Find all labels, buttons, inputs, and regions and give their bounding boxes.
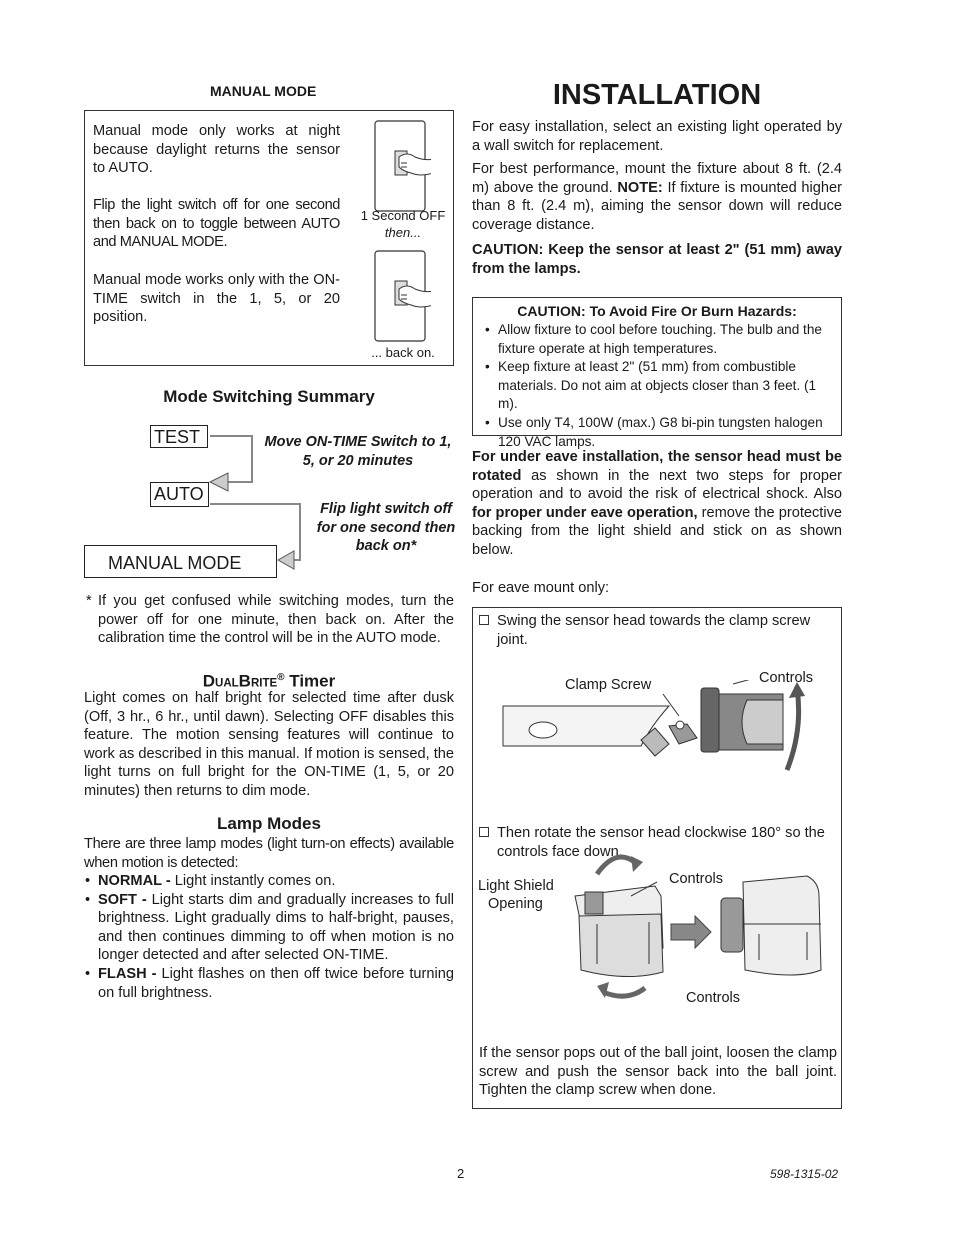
manual-mode-text-3: Manual mode works only with the ON-TIME switch in the 1, 5, or 20 position.: [93, 272, 340, 326]
lamp-modes-heading: Lamp Modes: [217, 814, 321, 833]
manual-mode-heading: MANUAL MODE: [210, 83, 317, 99]
mode-switching-summary-heading: Mode Switching Summary: [163, 387, 375, 406]
dualbrite-description: Light comes on half bright for selected time after dusk (Off, 3 hr., 6 hr., until dawn). Selecting OFF disables this feature. The motion sensing features will continue to work as described in this manual. If motion is sensed, the light turns on full bright for the ON-TIME (1, 5, or 20 minutes) then returns to dim mode.: [84, 690, 454, 799]
page-number: 2: [457, 1166, 465, 1181]
step-2: Then rotate the sensor head clockwise 180° so the controls face down.: [479, 824, 839, 861]
controls-label-3: Controls: [686, 990, 740, 1006]
manual-mode-box: [84, 110, 454, 366]
caution-box-heading: CAUTION: To Avoid Fire Or Burn Hazards:: [517, 303, 797, 319]
list-item: • FLASH - Light flashes on then off twice before turning on full brightness.: [84, 965, 454, 1002]
list-item: • Use only T4, 100W (max.) G8 bi-pin tungsten halogen 120 VAC lamps.: [484, 414, 836, 451]
light-shield-label-2: Opening: [488, 896, 543, 912]
document-code: 598-1315-02: [770, 1167, 839, 1181]
ball-joint-instructions: If the sensor pops out of the ball joint, loosen the clamp screw and push the sensor back into the ball joint. Tighten the clamp screw when done.: [479, 1045, 837, 1099]
controls-label-1: Controls: [759, 670, 813, 686]
list-item: • Keep fixture at least 2" (51 mm) from combustible materials. Do not aim at objects closer than 3 feet. (1 m).: [484, 358, 836, 414]
clamp-screw-label: Clamp Screw: [565, 677, 652, 693]
install-intro: For easy installation, select an existing light operated by a wall switch for replacement.: [472, 119, 842, 154]
light-switch-off-illustration: [371, 119, 431, 215]
under-eave-instructions: For under eave installation, the sensor head must be rotated as shown in the next two steps for proper operation and to avoid the risk of electrical shock. Also for proper under eave operation, remove the protective backing from the light shield and stick on as shown below.: [472, 449, 843, 558]
dualbrite-timer: Timer: [284, 671, 336, 691]
eave-mount-only: For eave mount only:: [472, 580, 610, 596]
footnote-text: If you get confused while switching modes, turn the power off for one minute, then back on. After the calibration time the control will be in the AUTO mode.: [98, 593, 454, 647]
dualbrite-ual: UAL: [215, 677, 239, 690]
manual-mode-tag: MANUAL MODE: [84, 545, 277, 578]
checkbox-icon: [479, 615, 489, 625]
registered-mark: ®: [277, 672, 285, 683]
controls-label-2: Controls: [669, 871, 723, 887]
light-shield-label-1: Light Shield: [478, 878, 554, 894]
dualbrite-rite: RITE: [250, 677, 278, 690]
manual-mode-text-1: Manual mode only works at night because daylight returns the sensor to AUTO.: [93, 123, 340, 177]
step-1: Swing the sensor head towards the clamp screw joint.: [479, 612, 839, 649]
sensor-swing-illustration: [501, 680, 821, 780]
switch-caption-2: then...: [384, 225, 422, 240]
manual-mode-text-2: Flip the light switch off for one second then back on to toggle between AUTO and MANUAL MODE.: [93, 197, 340, 251]
footnote-asterisk: *: [86, 593, 92, 609]
on-time-switch-note: Move ON-TIME Switch to 1, 5, or 20 minutes: [264, 434, 452, 469]
caution-list: [484, 321, 836, 451]
flip-switch-note: Flip light switch off for one second then back on*: [316, 501, 456, 554]
install-mount-height: For best performance, mount the fixture about 8 ft. (2.4 m) above the ground. NOTE: If fixture is mounted higher than 8 ft. (2.4 m), aiming the sensor down will reduce coverage distance.: [472, 161, 843, 233]
lamp-modes-list: [84, 872, 454, 1002]
dualbrite-d: D: [202, 671, 216, 691]
fire-hazard-caution-box: [472, 297, 842, 449]
page-title: INSTALLATION: [552, 79, 762, 111]
list-item: • SOFT - Light starts dim and gradually increases to full brightness. Light gradually dims to half-bright, pauses, and then continues dimming to off when motion is no longer detected and after selected ON-TIME.: [84, 891, 454, 965]
checkbox-icon: [479, 827, 489, 837]
list-item: • Allow fixture to cool before touching. The bulb and the fixture operate at high temperatures.: [484, 321, 836, 358]
test-mode-tag: TEST: [150, 425, 208, 448]
dualbrite-b: B: [238, 671, 251, 691]
switch-caption-3: ... back on.: [371, 345, 435, 360]
auto-mode-tag: AUTO: [150, 482, 209, 507]
eave-mount-steps-box: [472, 607, 842, 1109]
switch-caption-1: 1 Second OFF: [360, 208, 446, 223]
light-switch-on-illustration: [371, 249, 431, 345]
lamp-modes-intro: There are three lamp modes (light turn-on effects) available when motion is detected:: [84, 836, 454, 871]
install-caution: CAUTION: Keep the sensor at least 2" (51 mm) away from the lamps.: [472, 242, 842, 277]
list-item: • NORMAL - Light instantly comes on.: [84, 872, 454, 891]
